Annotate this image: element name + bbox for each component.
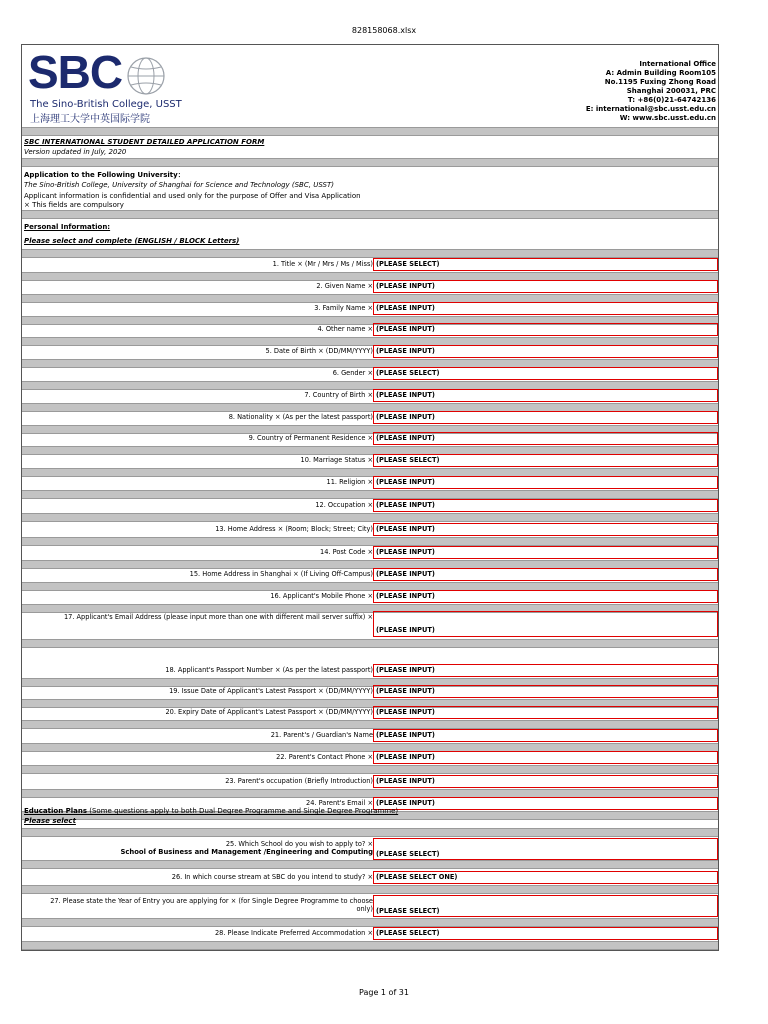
field-row-1	[22, 258, 718, 271]
education-heading: Education Plans	[24, 807, 88, 815]
field-label: 2. Given Name ×	[316, 282, 373, 290]
divider-band	[22, 249, 718, 258]
field-row-17	[22, 611, 718, 637]
field-input-22[interactable]: (PLEASE INPUT)	[373, 751, 718, 764]
divider-band	[22, 860, 718, 869]
field-label: 6. Gender ×	[332, 369, 373, 377]
field-input-21[interactable]: (PLEASE INPUT)	[373, 729, 718, 742]
field-label: 9. Country of Permanent Residence ×	[248, 434, 373, 442]
field-row-21	[22, 729, 718, 742]
field-row-18	[22, 664, 718, 677]
field-label: 8. Nationality × (As per the latest passport)	[228, 413, 373, 421]
field-input-12[interactable]: (PLEASE INPUT)	[373, 499, 718, 512]
globe-icon	[125, 55, 167, 97]
university-name: The Sino-British College, University of Shanghai for Science and Technology (SBC, USST)	[24, 181, 334, 189]
field-label: 10. Marriage Status ×	[300, 456, 373, 464]
education-instruction: Please select	[24, 817, 76, 825]
form-title: SBC INTERNATIONAL STUDENT DETAILED APPLICATION FORM	[24, 138, 265, 146]
divider-band	[22, 127, 718, 136]
logo-subtitle-cn: 上海理工大学中英国际学院	[30, 114, 150, 125]
field-row-4	[22, 323, 718, 336]
field-label-line2: only)	[356, 905, 373, 913]
field-input-6[interactable]: (PLEASE SELECT)	[373, 367, 718, 380]
education-note: (Some questions apply to both Dual Degree Programme and Single Degree Programme)	[87, 807, 399, 815]
field-label: 17. Applicant's Email Address (please input more than one with different mail server suffix) ×	[63, 613, 373, 621]
field-row-23	[22, 775, 718, 788]
office-line: W: www.sbc.usst.edu.cn	[619, 114, 716, 122]
field-label-line2: School of Business and Management /Engineering and Computing	[120, 848, 373, 856]
field-input-16[interactable]: (PLEASE INPUT)	[373, 590, 718, 603]
field-label-line1: 25. Which School do you wish to apply to? ×	[225, 840, 373, 848]
field-input-7[interactable]: (PLEASE INPUT)	[373, 389, 718, 402]
field-label: 14. Post Code ×	[320, 548, 373, 556]
field-input-4[interactable]: (PLEASE INPUT)	[373, 323, 718, 336]
field-input-15[interactable]: (PLEASE INPUT)	[373, 568, 718, 581]
confidential-note: Applicant information is confidential and used only for the purpose of Offer and Visa Application	[24, 192, 361, 200]
field-label: 22. Parent's Contact Phone ×	[276, 753, 373, 761]
field-row-10	[22, 454, 718, 467]
office-contact	[586, 60, 716, 123]
logo-mark: SBC	[28, 46, 123, 98]
divider-band	[22, 490, 718, 499]
field-label: 7. Country of Birth ×	[304, 391, 373, 399]
field-row-15	[22, 568, 718, 581]
field-label: 23. Parent's occupation (Briefly Introduction)	[225, 777, 373, 785]
form-version: Version updated in July, 2020	[24, 148, 127, 156]
office-line: E: international@sbc.usst.edu.cn	[585, 105, 716, 113]
field-label: 13. Home Address × (Room; Block; Street; City)	[215, 525, 373, 533]
field-input-5[interactable]: (PLEASE INPUT)	[373, 345, 718, 358]
field-row-12	[22, 499, 718, 512]
field-row-3	[22, 302, 718, 315]
page-footer: Page 1 of 31	[359, 988, 409, 997]
field-input-3[interactable]: (PLEASE INPUT)	[373, 302, 718, 315]
file-name: 828158068.xlsx	[351, 26, 417, 35]
field-label: 18. Applicant's Passport Number × (As per the latest passport)	[165, 666, 373, 674]
field-label: 12. Occupation ×	[315, 501, 373, 509]
divider-band	[22, 941, 718, 950]
field-label	[50, 897, 373, 913]
compulsory-note: × This fields are compulsory	[24, 201, 124, 209]
divider-band	[22, 828, 718, 837]
office-line: International Office	[639, 60, 716, 68]
personal-heading: Personal Information:	[24, 223, 111, 231]
field-label: 21. Parent's / Guardian's Name	[270, 731, 373, 739]
form-sheet	[21, 44, 719, 951]
divider-band	[22, 158, 718, 167]
field-label: 16. Applicant's Mobile Phone ×	[270, 592, 373, 600]
field-row-7	[22, 389, 718, 402]
field-input-10[interactable]: (PLEASE SELECT)	[373, 454, 718, 467]
field-input-23[interactable]: (PLEASE INPUT)	[373, 775, 718, 788]
field-row-25	[22, 838, 718, 860]
field-input-14[interactable]: (PLEASE INPUT)	[373, 546, 718, 559]
field-label: 20. Expiry Date of Applicant's Latest Passport × (DD/MM/YYYY)	[165, 708, 373, 716]
divider-band	[22, 513, 718, 522]
year-of-entry-select[interactable]: (PLEASE SELECT)	[373, 895, 718, 917]
field-row-16	[22, 590, 718, 603]
field-label: 4. Other name ×	[317, 325, 373, 333]
field-row-11	[22, 476, 718, 489]
divider-band	[22, 537, 718, 546]
field-row-19	[22, 685, 718, 698]
field-row-14	[22, 546, 718, 559]
accommodation-select[interactable]: (PLEASE SELECT)	[373, 927, 718, 940]
office-line: T: +86(0)21-64742136	[627, 96, 716, 104]
field-input-20[interactable]: (PLEASE INPUT)	[373, 706, 718, 719]
divider-band	[22, 885, 718, 894]
divider-band	[22, 639, 718, 648]
field-row-22	[22, 751, 718, 764]
field-label: 26. In which course stream at SBC do you intend to study? ×	[171, 873, 373, 881]
field-row-26	[22, 871, 718, 884]
field-label: 5. Date of Birth × (DD/MM/YYYY)	[265, 347, 373, 355]
field-row-8	[22, 411, 718, 424]
office-line: A: Admin Building Room105	[605, 69, 716, 77]
field-label: 11. Religion ×	[326, 478, 373, 486]
field-input-24[interactable]: (PLEASE INPUT)	[373, 797, 718, 810]
office-line: No.1195 Fuxing Zhong Road	[604, 78, 716, 86]
field-row-20	[22, 706, 718, 719]
sbc-logo	[28, 46, 182, 125]
education-plans-line	[24, 807, 398, 815]
divider-band	[22, 918, 718, 927]
field-input-8[interactable]: (PLEASE INPUT)	[373, 411, 718, 424]
field-label	[120, 840, 373, 856]
field-label: 1. Title × (Mr / Mrs / Ms / Miss)	[272, 260, 373, 268]
field-input-2[interactable]: (PLEASE INPUT)	[373, 280, 718, 293]
divider-band	[22, 720, 718, 729]
field-label: 28. Please Indicate Preferred Accommodation ×	[214, 929, 373, 937]
field-row-6	[22, 367, 718, 380]
field-label: 24. Parent's Email ×	[306, 799, 373, 807]
course-stream-select[interactable]: (PLEASE SELECT ONE)	[373, 871, 718, 884]
field-input-9[interactable]: (PLEASE INPUT)	[373, 432, 718, 445]
field-row-13	[22, 523, 718, 536]
field-input-19[interactable]: (PLEASE INPUT)	[373, 685, 718, 698]
field-input-11[interactable]: (PLEASE INPUT)	[373, 476, 718, 489]
field-label-line1: 27. Please state the Year of Entry you are applying for × (for Single Degree Programme to choose	[50, 897, 373, 905]
field-row-9	[22, 432, 718, 445]
field-input-13[interactable]: (PLEASE INPUT)	[373, 523, 718, 536]
field-row-28	[22, 927, 718, 940]
divider-band	[22, 765, 718, 774]
field-label: 19. Issue Date of Applicant's Latest Passport × (DD/MM/YYYY)	[169, 687, 373, 695]
school-select[interactable]: (PLEASE SELECT)	[373, 838, 718, 860]
personal-instruction: Please select and complete (ENGLISH / BLOCK Letters)	[24, 237, 240, 245]
field-row-2	[22, 280, 718, 293]
divider-band	[22, 210, 718, 219]
field-input-18[interactable]: (PLEASE INPUT)	[373, 664, 718, 677]
field-label: 3. Family Name ×	[314, 304, 373, 312]
field-input-17[interactable]: (PLEASE INPUT)	[373, 611, 718, 637]
application-heading: Application to the Following University：	[24, 171, 185, 179]
office-line: Shanghai 200031, PRC	[626, 87, 716, 95]
field-row-27	[22, 895, 718, 917]
field-input-1[interactable]: (PLEASE SELECT)	[373, 258, 718, 271]
logo-subtitle-en: The Sino-British College, USST	[30, 99, 182, 110]
field-label: 15. Home Address in Shanghai × (If Living Off-Campus)	[189, 570, 373, 578]
field-row-5	[22, 345, 718, 358]
